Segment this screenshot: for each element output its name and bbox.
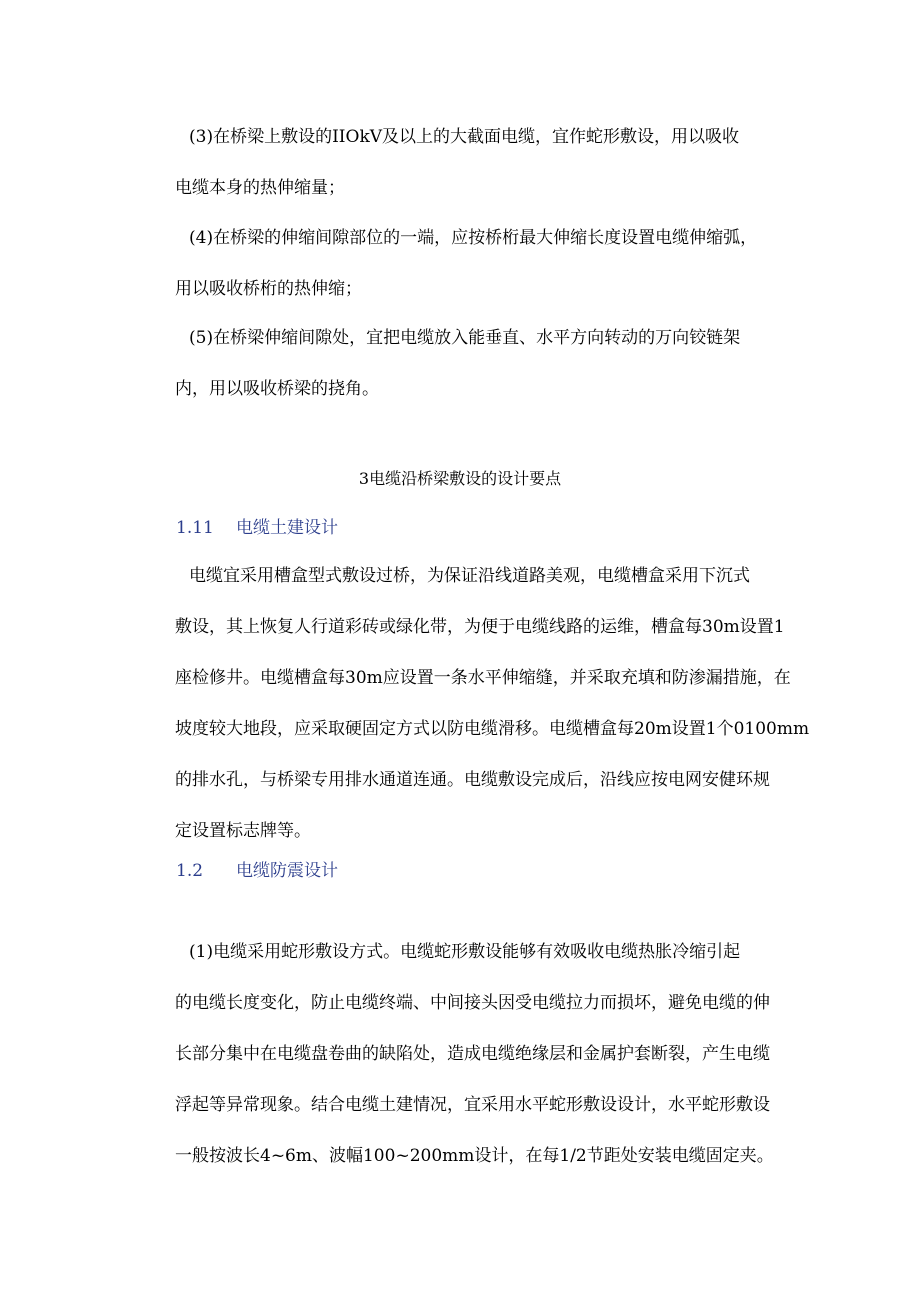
heading-civil-design-number: 1.11 xyxy=(176,518,214,538)
section-title: 3电缆沿桥梁敷设的设计要点 xyxy=(358,469,562,488)
seismic-design-line-2: 的电缆长度变化，防止电缆终端、中间接头因受电缆拉力而损坏，避免电缆的伸 xyxy=(175,993,770,1013)
heading-seismic-design xyxy=(176,857,338,885)
seismic-design-body xyxy=(175,927,790,1182)
civil-design-body xyxy=(175,551,810,857)
civil-design-line-6: 定设置标志牌等。 xyxy=(175,821,311,841)
heading-civil-design-title: 电缆土建设计 xyxy=(236,518,338,538)
seismic-design-line-5: 一般按波长4~6m、波幅100~200mm设计，在每1/2节距处安装电缆固定夹。 xyxy=(175,1146,774,1166)
heading-civil-design xyxy=(176,514,338,542)
seismic-design-line-4: 浮起等异常现象。结合电缆土建情况，宜采用水平蛇形敷设设计，水平蛇形敷设 xyxy=(175,1095,770,1115)
paragraph-4-line-2: 用以吸收桥桁的热伸缩； xyxy=(175,279,362,299)
heading-seismic-design-title: 电缆防震设计 xyxy=(236,861,338,881)
paragraph-3-line-2: 电缆本身的热伸缩量； xyxy=(175,178,345,198)
civil-design-line-2: 敷设，其上恢复人行道彩砖或绿化带，为便于电缆线路的运维，槽盒每30m设置1 xyxy=(175,617,785,637)
paragraph-4 xyxy=(175,213,790,315)
civil-design-line-1: 电缆宜采用槽盒型式敷设过桥，为保证沿线道路美观，电缆槽盒采用下沉式 xyxy=(189,566,750,586)
heading-seismic-design-number: 1.2 xyxy=(176,861,204,881)
seismic-design-line-1: (1)电缆采用蛇形敷设方式。电缆蛇形敷设能够有效吸收电缆热胀冷缩引起 xyxy=(189,942,741,962)
paragraph-4-line-1: (4)在桥梁的伸缩间隙部位的一端，应按桥桁最大伸缩长度设置电缆伸缩弧， xyxy=(189,228,758,248)
civil-design-line-5: 的排水孔，与桥梁专用排水通道连通。电缆敷设完成后，沿线应按电网安健环规 xyxy=(175,770,770,790)
paragraph-5-line-1: (5)在桥梁伸缩间隙处，宜把电缆放入能垂直、水平方向转动的万向铰链架 xyxy=(189,328,741,348)
seismic-design-line-3: 长部分集中在电缆盘卷曲的缺陷处，造成电缆绝缘层和金属护套断裂，产生电缆 xyxy=(175,1044,770,1064)
civil-design-line-4: 坡度较大地段，应采取硬固定方式以防电缆滑移。电缆槽盒每20m设置1个0100mm xyxy=(175,719,810,739)
paragraph-3-line-1: (3)在桥梁上敷设的IIOkV及以上的大截面电缆，宜作蛇形敷设，用以吸收 xyxy=(189,127,740,147)
civil-design-line-3: 座检修井。电缆槽盒每30m应设置一条水平伸缩缝，并采取充填和防渗漏措施，在 xyxy=(175,668,791,688)
paragraph-5-line-2: 内，用以吸收桥梁的挠角。 xyxy=(175,379,379,399)
paragraph-3 xyxy=(175,112,790,214)
paragraph-5 xyxy=(175,313,790,415)
